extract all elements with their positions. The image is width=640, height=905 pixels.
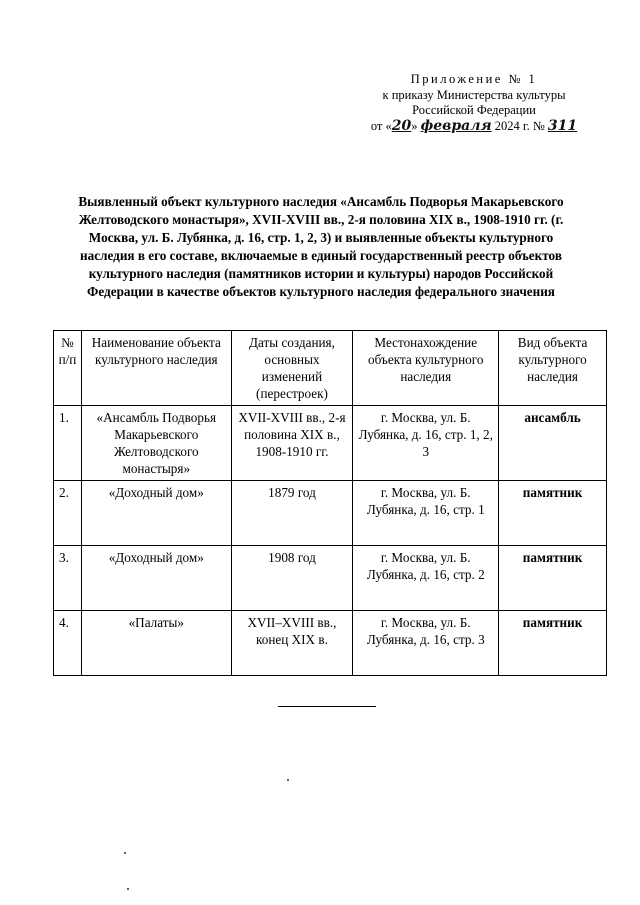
cell-kind: памятник bbox=[499, 481, 607, 546]
heritage-table bbox=[53, 330, 607, 676]
cell-kind: памятник bbox=[499, 546, 607, 611]
end-separator-line bbox=[278, 706, 376, 707]
date-prefix: от « bbox=[370, 118, 392, 133]
cell-num: 2. bbox=[54, 481, 82, 546]
cell-name: «Доходный дом» bbox=[81, 481, 231, 546]
cell-num: 3. bbox=[54, 546, 82, 611]
scan-speck bbox=[127, 888, 129, 890]
header-num: № п/п bbox=[54, 331, 82, 406]
cell-num: 1. bbox=[54, 406, 82, 481]
cell-name: «Доходный дом» bbox=[81, 546, 231, 611]
table-row bbox=[54, 481, 607, 546]
date-quote-close: » bbox=[411, 118, 421, 133]
cell-location: г. Москва, ул. Б. Лубянка, д. 16, стр. 1 bbox=[353, 481, 499, 546]
order-number-handwritten: 311 bbox=[547, 117, 578, 134]
cell-dates: XVII-XVIII вв., 2-я половина XIX в., 1908-1910 гг. bbox=[231, 406, 353, 481]
table-row bbox=[54, 611, 607, 676]
document-title: Выявленный объект культурного наследия «Ансамбль Подворья Макарьевского Желтоводского монастыря», XVII-XVIII вв., 2-я половина XIX в., 1908-1910 гг. (г. Москва, ул. Б. Лубянка, д. 16, стр. 1, 2, 3) и выявленные объекты культурного наследия в его составе, включаемые в единый государственный реестр объектов культурного наследия (памятников истории и культуры) народов Российской Федерации в качестве объектов культурного наследия федерального значения bbox=[78, 194, 564, 299]
scan-speck bbox=[287, 779, 289, 781]
header-name: Наименование объекта культурного наследия bbox=[81, 331, 231, 406]
date-month-handwritten: февраля bbox=[420, 117, 492, 134]
cell-dates: XVII–XVIII вв., конец XIX в. bbox=[231, 611, 353, 676]
header-location: Местонахождение объекта культурного наследия bbox=[353, 331, 499, 406]
scan-speck bbox=[124, 852, 126, 854]
table-row bbox=[54, 406, 607, 481]
cell-dates: 1879 год bbox=[231, 481, 353, 546]
cell-num: 4. bbox=[54, 611, 82, 676]
cell-kind: ансамбль bbox=[499, 406, 607, 481]
cell-location: г. Москва, ул. Б. Лубянка, д. 16, стр. 2 bbox=[353, 546, 499, 611]
cell-name: «Палаты» bbox=[81, 611, 231, 676]
annex-date-line bbox=[360, 119, 588, 135]
cell-dates: 1908 год bbox=[231, 546, 353, 611]
cell-kind: памятник bbox=[499, 611, 607, 676]
cell-name: «Ансамбль Подворья Макарьевского Желтоводского монастыря» bbox=[81, 406, 231, 481]
annex-order-ref: к приказу Министерства культуры bbox=[382, 87, 566, 102]
table-row bbox=[54, 546, 607, 611]
annex-federation: Российской Федерации bbox=[412, 103, 536, 117]
cell-location: г. Москва, ул. Б. Лубянка, д. 16, стр. 1, 2, 3 bbox=[353, 406, 499, 481]
annex-title: Приложение № 1 bbox=[410, 72, 538, 86]
annex-header bbox=[360, 72, 588, 134]
date-day-handwritten: 20 bbox=[391, 117, 412, 134]
table-header-row bbox=[54, 331, 607, 406]
cell-location: г. Москва, ул. Б. Лубянка, д. 16, стр. 3 bbox=[353, 611, 499, 676]
header-kind: Вид объекта культурного наследия bbox=[499, 331, 607, 406]
header-dates: Даты создания, основных изменений (перестроек) bbox=[231, 331, 353, 406]
date-year: 2024 г. № bbox=[491, 118, 548, 133]
